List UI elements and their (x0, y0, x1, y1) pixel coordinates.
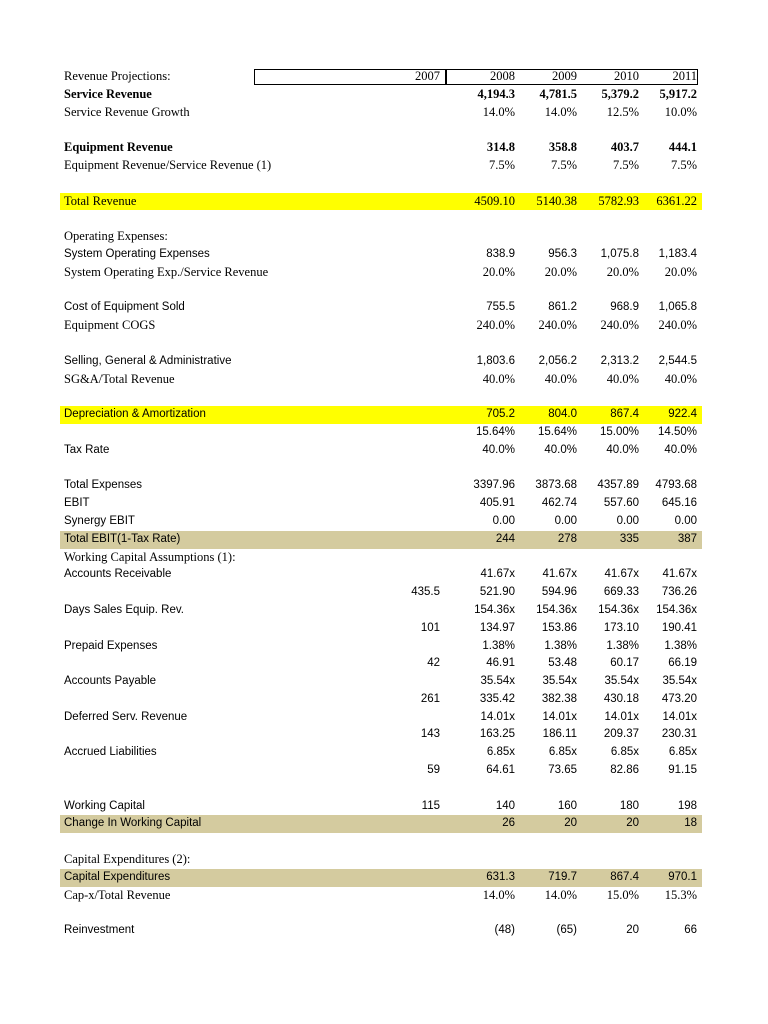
cell: 20.0% (606, 264, 639, 279)
row-accrued-liabilities-values (60, 762, 702, 780)
cell: 5782.93 (598, 193, 639, 208)
row-total-revenue (60, 193, 702, 211)
cell: 40.0% (482, 443, 515, 456)
cell: 2,056.2 (538, 354, 577, 367)
cell: 186.11 (542, 728, 577, 741)
year-2011: 2011 (672, 69, 697, 83)
cell: 14.01x (542, 710, 577, 723)
cell: 14.0% (544, 104, 577, 119)
cell: 1,803.6 (476, 354, 515, 367)
cell: 4357.89 (597, 479, 639, 492)
cell: 6361.22 (656, 193, 697, 208)
row-days-sales-equip-values (60, 620, 702, 638)
row-label: Equipment Revenue (64, 140, 173, 155)
cell: 154.36x (474, 603, 515, 616)
cell: 1,183.4 (658, 247, 697, 260)
row-service-revenue-growth (60, 104, 702, 122)
cell: 10.0% (664, 104, 697, 119)
cell: 40.0% (606, 371, 639, 386)
cell: 35.54x (604, 675, 639, 688)
cell: 6.85x (610, 746, 639, 759)
cell: 209.37 (603, 728, 639, 741)
row-label: Selling, General & Administrative (64, 354, 232, 367)
cell: 140 (495, 799, 515, 812)
cell: 134.97 (479, 621, 515, 634)
cell: 240.0% (476, 318, 515, 333)
row-system-operating-expenses (60, 246, 702, 264)
cell: 335.42 (479, 692, 515, 705)
row-label: Equipment COGS (64, 318, 156, 333)
cell: 669.33 (603, 586, 639, 599)
cell: 163.25 (479, 728, 515, 741)
cell: 403.7 (610, 140, 639, 155)
cell: 154.36x (598, 603, 639, 616)
cell: 40.0% (482, 371, 515, 386)
row-label: Working Capital (64, 799, 145, 812)
cell: 5140.38 (536, 193, 577, 208)
cell: 1.38% (606, 639, 639, 652)
row-prepaid-expenses (60, 638, 702, 656)
row-label: Cost of Equipment Sold (64, 301, 185, 314)
cell: 240.0% (538, 318, 577, 333)
cell: 41.67x (480, 568, 515, 581)
row-label: Total Revenue (64, 193, 137, 208)
cell: 1,065.8 (658, 301, 697, 314)
cell: 7.5% (488, 157, 515, 172)
cell: 190.41 (661, 621, 697, 634)
row-prepaid-expenses-values (60, 655, 702, 673)
cell: 861.2 (548, 301, 577, 314)
cell: 41.67x (542, 568, 577, 581)
cell: 7.5% (670, 157, 697, 172)
cell: 4793.68 (655, 479, 697, 492)
row-label: Working Capital Assumptions (1): (64, 549, 236, 564)
cell: 160 (557, 799, 577, 812)
row-label: Tax Rate (64, 443, 110, 456)
cell: 40.0% (544, 443, 577, 456)
cell: 922.4 (668, 408, 697, 421)
cell: 867.4 (610, 408, 639, 421)
row-label: Service Revenue (64, 86, 152, 101)
cell: 804.0 (548, 408, 577, 421)
row-days-sales-equip (60, 602, 702, 620)
row-deferred-serv-revenue (60, 709, 702, 727)
cell: 314.8 (486, 140, 515, 155)
cell: 240.0% (658, 318, 697, 333)
row-label: Operating Expenses: (64, 229, 168, 244)
cell: 705.2 (486, 408, 515, 421)
cell: 278 (557, 532, 577, 545)
cell: 1.38% (544, 639, 577, 652)
cell: 180 (619, 799, 639, 812)
row-label: Deferred Serv. Revenue (64, 710, 188, 723)
cell: 101 (420, 621, 440, 634)
cell: 20 (626, 924, 639, 937)
year-2009: 2009 (552, 69, 577, 83)
cell: 970.1 (668, 870, 697, 883)
cell: 153.86 (541, 621, 577, 634)
row-accounts-payable-values (60, 691, 702, 709)
cell: 40.0% (664, 443, 697, 456)
cell: 358.8 (548, 140, 577, 155)
cell: 46.91 (486, 657, 515, 670)
cell: 14.0% (482, 104, 515, 119)
cell: 20.0% (664, 264, 697, 279)
row-service-revenue (60, 86, 702, 104)
row-working-capital-header (60, 549, 702, 567)
cell: 15.3% (664, 887, 697, 902)
cell: 594.96 (541, 586, 577, 599)
cell: 20.0% (482, 264, 515, 279)
cell: 4,194.3 (477, 86, 515, 101)
cell: 444.1 (668, 140, 697, 155)
cell: 3397.96 (473, 479, 515, 492)
cell: 4,781.5 (539, 86, 577, 101)
row-equipment-revenue (60, 139, 702, 157)
cell: 15.64% (537, 425, 577, 438)
row-system-operating-ratio (60, 264, 702, 282)
row-ebit (60, 495, 702, 513)
year-2007: 2007 (415, 69, 440, 83)
cell: 40.0% (664, 371, 697, 386)
year-2010: 2010 (614, 69, 639, 83)
cell: 15.0% (606, 887, 639, 902)
header-row (60, 68, 702, 86)
cell: 143 (420, 728, 440, 741)
row-label: Service Revenue Growth (64, 104, 190, 119)
year-2008: 2008 (490, 69, 515, 83)
cell: 12.5% (606, 104, 639, 119)
row-capex-header (60, 851, 702, 869)
cell: (48) (494, 924, 515, 937)
cell: 14.01x (480, 710, 515, 723)
row-label: SG&A/Total Revenue (64, 371, 175, 386)
row-depreciation-amortization (60, 406, 702, 424)
cell: 41.67x (604, 568, 639, 581)
row-sga (60, 353, 702, 371)
cell: 0.00 (674, 514, 697, 527)
row-accounts-receivable (60, 566, 702, 584)
cell: 82.86 (610, 764, 639, 777)
cell: 2,544.5 (658, 354, 697, 367)
cell: 6.85x (486, 746, 515, 759)
cell: 645.16 (661, 497, 697, 510)
row-tax-rate (60, 442, 702, 460)
cell: (65) (556, 924, 577, 937)
row-accounts-payable (60, 673, 702, 691)
cell: 35.54x (542, 675, 577, 688)
cell: 91.15 (668, 764, 697, 777)
cell: 14.0% (544, 887, 577, 902)
cell: 1.38% (482, 639, 515, 652)
cell: 2,313.2 (600, 354, 639, 367)
row-capex-ratio (60, 887, 702, 905)
cell: 18 (684, 817, 697, 830)
row-label: Depreciation & Amortization (64, 408, 206, 421)
cell: 14.01x (662, 710, 697, 723)
cell: 41.67x (662, 568, 697, 581)
cell: 956.3 (548, 247, 577, 260)
cell: 261 (420, 692, 440, 705)
cell: 521.90 (479, 586, 515, 599)
row-label: Synergy EBIT (64, 514, 135, 527)
cell: 14.01x (604, 710, 639, 723)
cell: 40.0% (544, 371, 577, 386)
cell: 1,075.8 (600, 247, 639, 260)
row-label: Accounts Receivable (64, 568, 172, 581)
cell: 64.61 (486, 764, 515, 777)
row-capital-expenditures (60, 869, 702, 887)
cell: 35.54x (662, 675, 697, 688)
row-cost-of-equipment-sold (60, 299, 702, 317)
cell: 14.0% (482, 887, 515, 902)
cell: 15.64% (475, 425, 515, 438)
cell: 20 (626, 817, 639, 830)
cell: 473.20 (661, 692, 697, 705)
row-label: System Operating Expenses (64, 247, 210, 260)
row-sga-ratio (60, 371, 702, 389)
revenue-projections-label: Revenue Projections: (64, 69, 171, 83)
row-label: Equipment Revenue/Service Revenue (1) (64, 157, 272, 172)
row-equipment-cogs (60, 317, 702, 335)
cell: 20.0% (544, 264, 577, 279)
cell: 20 (564, 817, 577, 830)
row-label: Change In Working Capital (64, 817, 202, 830)
row-accrued-liabilities (60, 744, 702, 762)
year-header-divider (445, 69, 447, 85)
cell: 405.91 (479, 497, 515, 510)
row-label: EBIT (64, 497, 90, 510)
cell: 968.9 (610, 301, 639, 314)
row-deferred-serv-revenue-values (60, 726, 702, 744)
cell: 173.10 (603, 621, 639, 634)
cell: 0.00 (492, 514, 515, 527)
cell: 73.65 (548, 764, 577, 777)
cell: 335 (619, 532, 639, 545)
cell: 382.38 (541, 692, 577, 705)
cell: 1.38% (664, 639, 697, 652)
cell: 7.5% (550, 157, 577, 172)
cell: 198 (677, 799, 697, 812)
cell: 867.4 (610, 870, 639, 883)
cell: 60.17 (610, 657, 639, 670)
cell: 15.00% (599, 425, 639, 438)
row-label: Total EBIT(1-Tax Rate) (64, 532, 181, 545)
row-total-ebit-after-tax (60, 531, 702, 549)
cell: 462.74 (541, 497, 577, 510)
cell: 115 (421, 799, 440, 812)
cell: 154.36x (536, 603, 577, 616)
cell: 230.31 (661, 728, 697, 741)
spreadsheet (60, 68, 702, 940)
cell: 240.0% (600, 318, 639, 333)
cell: 0.00 (616, 514, 639, 527)
cell: 719.7 (548, 870, 577, 883)
cell: 6.85x (668, 746, 697, 759)
cell: 35.54x (480, 675, 515, 688)
row-label: Capital Expenditures (2): (64, 852, 191, 867)
row-label: Reinvestment (64, 924, 135, 937)
cell: 557.60 (603, 497, 639, 510)
row-label: Total Expenses (64, 479, 142, 492)
cell: 244 (495, 532, 515, 545)
cell: 26 (502, 817, 515, 830)
cell: 435.5 (411, 586, 440, 599)
row-label: Prepaid Expenses (64, 639, 158, 652)
row-label: Cap-x/Total Revenue (64, 887, 171, 902)
cell: 3873.68 (535, 479, 577, 492)
row-label: System Operating Exp./Service Revenue (64, 264, 269, 279)
cell: 4509.10 (474, 193, 515, 208)
cell: 42 (427, 657, 440, 670)
row-reinvestment (60, 922, 702, 940)
cell: 59 (427, 764, 440, 777)
cell: 154.36x (656, 603, 697, 616)
row-label: Capital Expenditures (64, 870, 171, 883)
row-depreciation-ratio (60, 424, 702, 442)
cell: 66.19 (668, 657, 697, 670)
cell: 7.5% (612, 157, 639, 172)
row-label: Accrued Liabilities (64, 746, 157, 759)
row-synergy-ebit (60, 513, 702, 531)
cell: 755.5 (486, 301, 515, 314)
cell: 631.3 (486, 870, 515, 883)
cell: 0.00 (554, 514, 577, 527)
cell: 5,917.2 (659, 86, 697, 101)
cell: 14.50% (657, 425, 697, 438)
cell: 387 (677, 532, 697, 545)
row-change-in-working-capital (60, 815, 702, 833)
cell: 430.18 (603, 692, 639, 705)
row-operating-expenses-header (60, 228, 702, 246)
row-accounts-receivable-values (60, 584, 702, 602)
cell: 5,379.2 (601, 86, 639, 101)
row-equipment-ratio (60, 157, 702, 175)
row-label: Accounts Payable (64, 675, 157, 688)
row-total-expenses (60, 477, 702, 495)
cell: 736.26 (661, 586, 697, 599)
row-label: Days Sales Equip. Rev. (64, 603, 184, 616)
row-working-capital (60, 798, 702, 816)
cell: 838.9 (486, 247, 515, 260)
cell: 66 (684, 924, 697, 937)
cell: 6.85x (548, 746, 577, 759)
cell: 53.48 (548, 657, 577, 670)
cell: 40.0% (606, 443, 639, 456)
